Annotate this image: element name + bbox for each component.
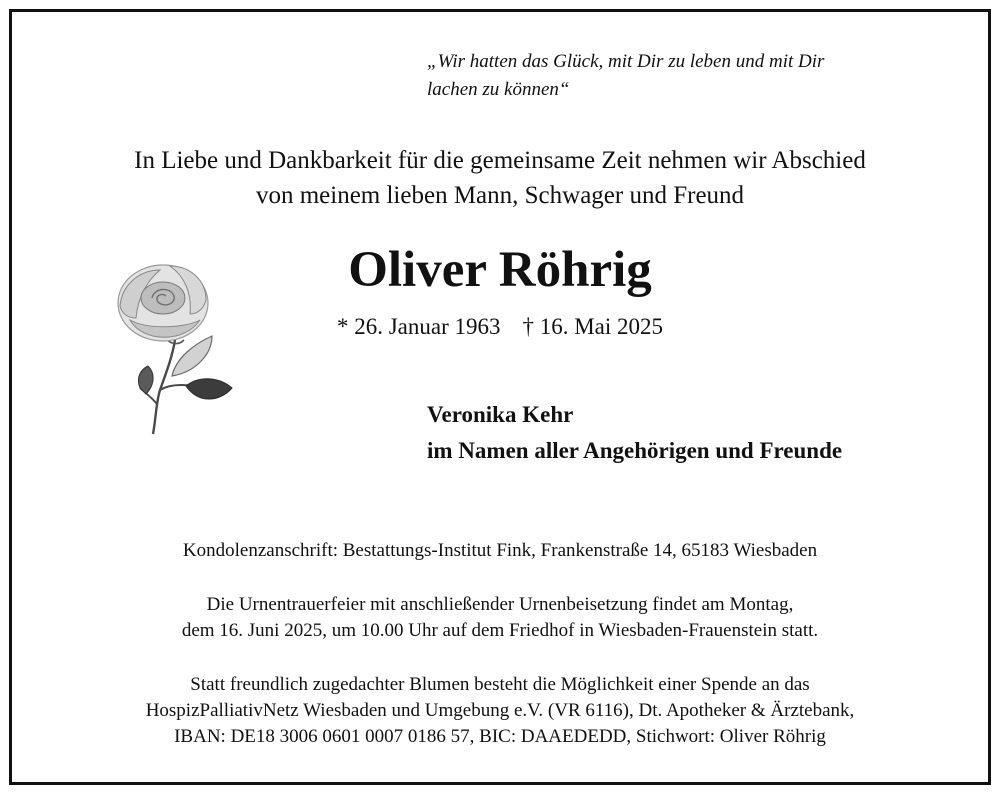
donation-line-3: IBAN: DE18 3006 0601 0007 0186 57, BIC: DAAEDEDD, Stichwort: Oliver Röhrig	[174, 726, 826, 747]
donation-line-2: HospizPalliativNetz Wiesbaden und Umgebung e.V. (VR 6116), Dt. Apotheker & Ärztebank,	[145, 700, 855, 721]
intro-line-2: von meinem lieben Mann, Schwager und Freund	[255, 182, 745, 209]
condolence-address	[0, 538, 1000, 564]
birth-date: * 26. Januar 1963	[336, 314, 501, 339]
rose-leaf-left	[138, 366, 153, 394]
life-dates	[0, 311, 1000, 343]
donation-line-1: Statt freundlich zugedachter Blumen besteht die Möglichkeit einer Spende an das	[190, 674, 810, 695]
quote-line-1: „Wir hatten das Glück, mit Dir zu leben und mit Dir	[427, 51, 825, 72]
signature-name: Veronika Kehr	[427, 402, 574, 427]
quote-line-2: lachen zu können“	[427, 79, 570, 100]
donation-info	[0, 672, 1000, 750]
rose-leaf-right	[186, 379, 232, 399]
death-date: † 16. Mai 2025	[522, 314, 664, 339]
deceased-name: Oliver Röhrig	[348, 242, 652, 298]
epigraph-quote	[427, 48, 947, 104]
condolence-line-1: Kondolenzanschrift: Bestattungs-Institut Fink, Frankenstraße 14, 65183 Wiesbaden	[182, 540, 818, 561]
signature-block	[427, 397, 842, 469]
ceremony-line-1: Die Urnentrauerfeier mit anschließender Urnenbeisetzung findet am Montag,	[206, 594, 794, 615]
ceremony-line-2: dem 16. Juni 2025, um 10.00 Uhr auf dem Friedhof in Wiesbaden-Frauenstein statt.	[181, 620, 819, 641]
intro-line-1: In Liebe und Dankbarkeit für die gemeinsame Zeit nehmen wir Abschied	[134, 147, 866, 174]
signature-relatives: im Namen aller Angehörigen und Freunde	[427, 438, 843, 463]
intro-text	[0, 143, 1000, 213]
ceremony-info	[0, 592, 1000, 644]
